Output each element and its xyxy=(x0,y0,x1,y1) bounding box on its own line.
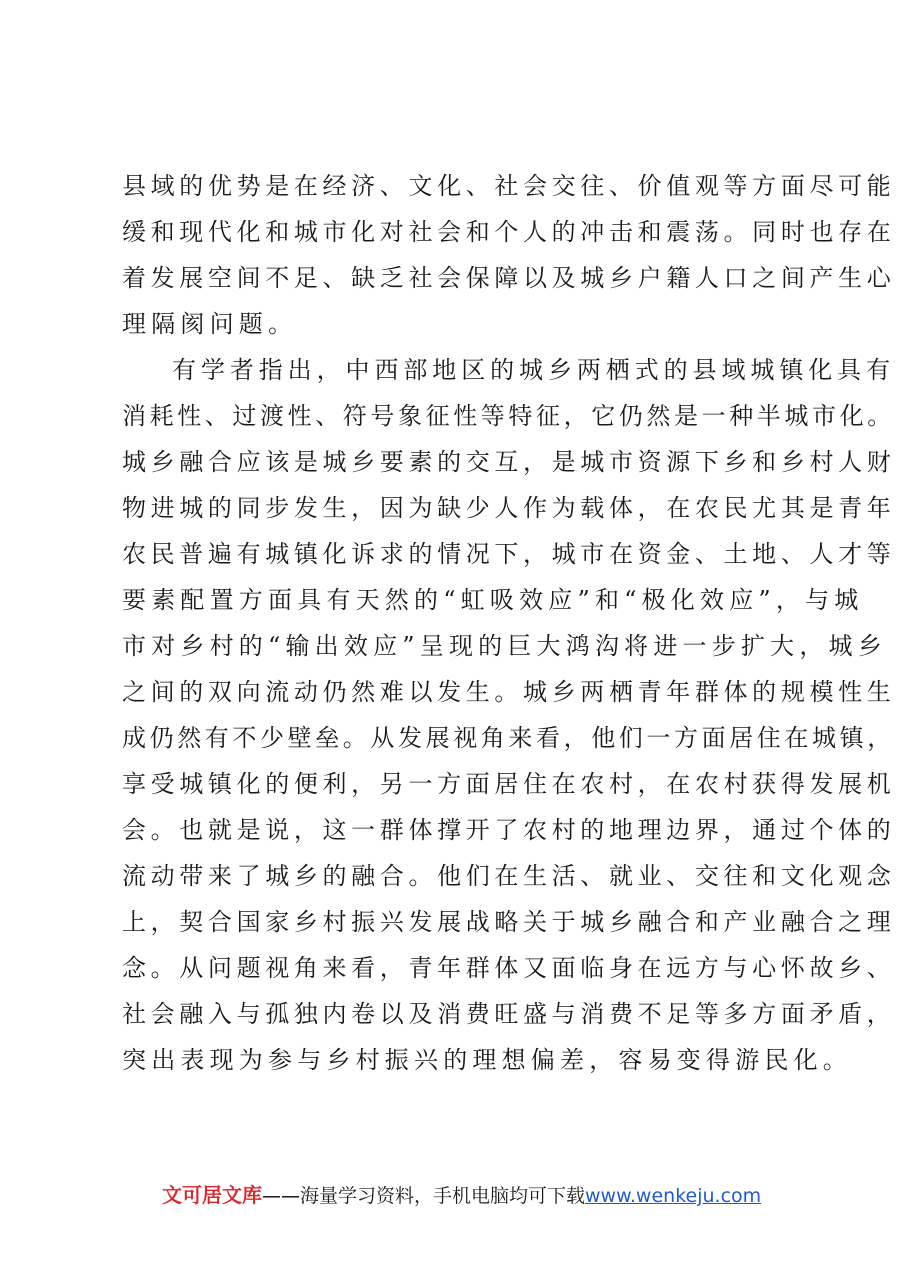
website-link[interactable]: www.wenkeju.com xyxy=(585,1185,762,1207)
paragraph-2-line-10: 享受城镇化的便利，另一方面居住在农村，在农村获得发展机 xyxy=(122,770,896,798)
paragraph-1-line-2: 缓和现代化和城市化对社会和个人的冲击和震荡。同时也存在 xyxy=(122,218,896,246)
paragraph-2-line-12: 流动带来了城乡的融合。他们在生活、就业、交往和文化观念 xyxy=(122,862,896,890)
brand-name: 文可居文库 xyxy=(162,1183,262,1207)
paragraph-2-line-16: 突出表现为参与乡村振兴的理想偏差，容易变得游民化。 xyxy=(122,1046,852,1074)
paragraph-2-line-3: 城乡融合应该是城乡要素的交互，是城市资源下乡和乡村人财 xyxy=(122,448,896,476)
footer-slogan: 海量学习资料，手机电脑均可下载 xyxy=(300,1185,586,1207)
paragraph-2-line-4: 物进城的同步发生，因为缺少人作为载体，在农民尤其是青年 xyxy=(122,494,896,522)
paragraph-1-line-1: 县域的优势是在经济、文化、社会交往、价值观等方面尽可能 xyxy=(122,172,896,200)
paragraph-2-line-9: 成仍然有不少壁垒。从发展视角来看，他们一方面居住在城镇， xyxy=(122,724,895,752)
paragraph-2-line-5: 农民普遍有城镇化诉求的情况下，城市在资金、土地、人才等 xyxy=(122,540,896,568)
footer-dash: —— xyxy=(262,1185,300,1207)
paragraph-2-line-8: 之间的双向流动仍然难以发生。城乡两栖青年群体的规模性生 xyxy=(122,678,896,706)
paragraph-1-line-4: 理隔阂问题。 xyxy=(122,310,298,338)
paragraph-2-line-6: 要素配置方面具有天然的“虹吸效应”和“极化效应”，与城 xyxy=(122,586,864,614)
paragraph-2-line-13: 上，契合国家乡村振兴发展战略关于城乡融合和产业融合之理 xyxy=(122,908,896,936)
paragraph-2-line-2: 消耗性、过渡性、符号象征性等特征，它仍然是一种半城市化。 xyxy=(122,402,895,430)
paragraph-2-line-1: 有学者指出，中西部地区的城乡两栖式的县域城镇化具有 xyxy=(172,356,895,384)
footer-banner xyxy=(162,1182,761,1209)
paragraph-2-line-15: 社会融入与孤独内卷以及消费旺盛与消费不足等多方面矛盾， xyxy=(122,1000,896,1028)
paragraph-1-line-3: 着发展空间不足、缺乏社会保障以及城乡户籍人口之间产生心 xyxy=(122,264,896,292)
paragraph-2-line-11: 会。也就是说，这一群体撑开了农村的地理边界，通过个体的 xyxy=(122,816,896,844)
paragraph-2-line-7: 市对乡村的“输出效应”呈现的巨大鸿沟将进一步扩大，城乡 xyxy=(122,632,887,660)
paragraph-2-line-14: 念。从问题视角来看，青年群体又面临身在远方与心怀故乡、 xyxy=(122,954,896,982)
